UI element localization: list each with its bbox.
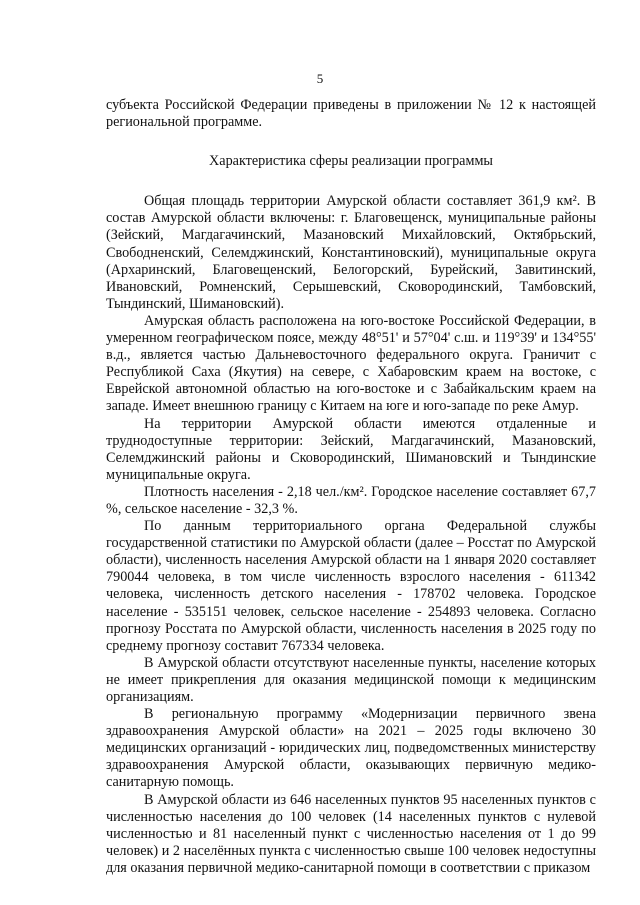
paragraph-population: По данным территориального органа Федеральной службы государственной статистики по Амурской области (далее – Росстат по Амурской области), численность населения Амурской области на 1 января 2020 составляет 790044 человека, в том числе численность взрослого населения - 611342 человека, численность детского населения - 178702 человека. Городское население - 535151 человек, сельское население - 254893 человека. Согласно прогнозу Росстата по Амурской области, численность населения в 2025 году по среднему прогнозу составит 767334 человека. xyxy=(106,518,596,654)
page-number: 5 xyxy=(316,71,324,86)
paragraph-density: Плотность населения - 2,18 чел./км². Городское население составляет 67,7 %, сельское население - 32,3 %. xyxy=(106,483,596,517)
paragraph-remote-territories: На территории Амурской области имеются отдаленные и труднодоступные территории: Зейский, Магдагачинский, Мазановский, Селемджинский районы и Сковородинский, Шимановский и Тындинские муниципальные округа. xyxy=(106,415,596,483)
paragraph-location: Амурская область расположена на юго-востоке Российской Федерации, в умеренном географическом поясе, между 48°51' и 57°04' с.ш. и 119°39' и 134°55' в.д., является частью Дальневосточного федерального округа. Граничит с Республикой Саха (Якутия) на севере, с Хабаровским краем на востоке, с Еврейской автономной областью на юго-востоке и с Забайкальским краем на западе. Имеет внешнюю границу с Китаем на юге и юго-западе по реке Амур. xyxy=(106,312,596,415)
intro-paragraph: субъекта Российской Федерации приведены в приложении № 12 к настоящей региональной программе. xyxy=(106,97,596,131)
paragraph-settlements: В Амурской области из 646 населенных пунктов 95 населенных пунктов с численностью населения до 100 человек (14 населенных пунктов с нулевой численностью и 81 населенный пункт с численностью населения от 1 до 99 человек) и 2 населённых пункта с численностью свыше 100 человек недоступны для оказания первичной медико-санитарной помощи в соответствии с приказом xyxy=(106,791,596,876)
paragraph-area: Общая площадь территории Амурской области составляет 361,9 км². В состав Амурской области включены: г. Благовещенск, муниципальные районы (Зейский, Магдагачинский, Мазановский Михайловский, Октябрьский, Свободненский, Селемджинский, Константиновский), муниципальные округа (Архаринский, Благовещенский, Белогорский, Бурейский, Завитинский, Ивановский, Ромненский, Серышевский, Сковородинский, Тамбовский, Тындинский, Шимановский). xyxy=(106,193,596,312)
section-title: Характеристика сферы реализации программы xyxy=(209,153,493,170)
paragraph-program: В региональную программу «Модернизации первичного звена здравоохранения Амурской области» на 2021 – 2025 годы включено 30 медицинских организаций - юридических лиц, подведомственных министерству здравоохранения Амурской области, оказывающих первичную медико-санитарную помощь. xyxy=(106,706,596,791)
document-body xyxy=(106,97,596,877)
paragraph-attachment: В Амурской области отсутствуют населенные пункты, население которых не имеет прикрепления для оказания медицинской помощи к медицинским организациям. xyxy=(106,654,596,705)
